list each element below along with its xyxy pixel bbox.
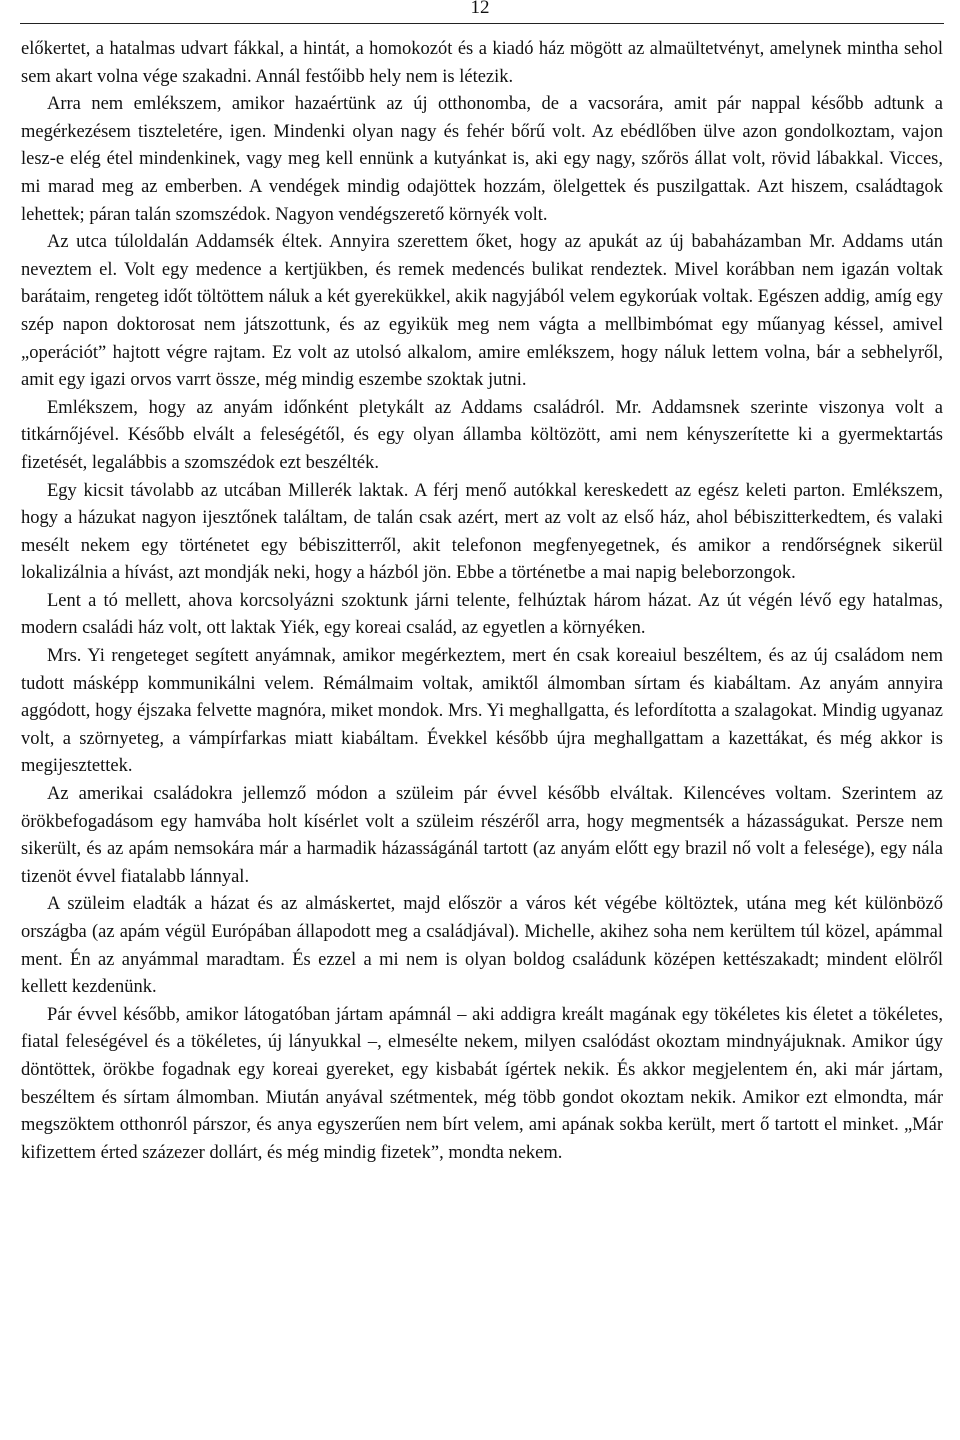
header-rule (20, 23, 944, 24)
paragraph: Az utca túloldalán Addamsék éltek. Annyira szerettem őket, hogy az apukát az új babaházamban Mr. Addams után neveztem el. Volt egy medence a kertjükben, és remek medencés bulikat rendeztek. Mivel korábban nem igazán voltak barátaim, rengeteg időt töltöttem náluk a két gyerekükkel, akik nagyjából velem egykorúak voltak. Egészen addig, amíg egy szép napon doktorosat nem játszottunk, és az egyikük meg nem vágta a mellbimbómat egy műanyag késsel, amivel „operációt” hajtott végre rajtam. Ez volt az utolsó alkalom, amire emlékszem, hogy náluk lettem volna, bár a sebhelyről, amit egy igazi orvos varrt össze, még mindig eszembe szoktak jutni. (21, 232, 943, 391)
paragraph: Lent a tó mellett, ahova korcsolyázni szoktunk járni telente, felhúztak három házat. Az út végén lévő egy hatalmas, modern családi ház volt, ott laktak Yiék, egy koreai család, az egyetlen a környéken. (21, 590, 943, 639)
paragraph: Arra nem emlékszem, amikor hazaértünk az új otthonomba, de a vacsorára, amit pár nappal később adtunk a megérkezésem tiszteletére, igen. Mindenki olyan nagy és fehér bőrű volt. Az ebédlőben ülve azon gondolkoztam, vajon lesz-e elég étel mindenkinek, vagy meg kell ennünk a kutyánkat is, aki egy nagy, szőrös állat volt, rövid lábakkal. Vicces, mi marad meg az emberben. A vendégek mindig odajöttek hozzám, ölelgettek és puszilgattak. Azt hiszem, családtagok lehettek; páran talán szomszédok. Nagyon vendégszerető környék volt. (21, 94, 943, 225)
page-number: 12 (470, 0, 490, 18)
paragraph: A szüleim eladták a házat és az almáskertet, majd először a város két végébe költöztek, utána meg két különböző országba (az apám végül Európában állapodott meg a családjával). Michelle, akihez soha nem kerültem túl közel, apámmal ment. Én az anyámmal maradtam. És ezzel a mi nem is olyan boldog családunk középen kettészakadt; mindent elölről kellett kezdenünk. (21, 894, 943, 998)
paragraph: előkertet, a hatalmas udvart fákkal, a hintát, a homokozót és a kiadó ház mögött az almaültetvényt, amelynek mintha sehol sem akart volna vége szakadni. Annál festőibb hely nem is létezik. (21, 39, 943, 87)
body-text (21, 36, 943, 1167)
paragraph: Egy kicsit távolabb az utcában Millerék laktak. A férj menő autókkal kereskedett az egész keleti parton. Emlékszem, hogy a házukat nagyon ijesztőnek találtam, de talán csak azért, mert az volt az első ház, ahol bébiszitterkedtem, és valaki mesélt nekem egy történetet egy bébiszitterről, akit telefonon megfenyegetnek, és amikor a rendőrségnek sikerül lokalizálnia a hívást, azt mondják neki, hogy a házból jön. Ebbe a történetbe a mai napig beleborzongok. (21, 480, 943, 584)
paragraph: Mrs. Yi rengeteget segített anyámnak, amikor megérkeztem, mert én csak koreaiul beszéltem, és az új családom nem tudott másképp kommunikálni velem. Rémálmaim voltak, amiktől álmomban sírtam és kiabáltam. Az anyám annyira aggódott, hogy éjszaka felvette magnóra, miket mondok. Mrs. Yi meghallgatta, és lefordította a szalagokat. Mindig ugyanaz volt, a szörnyeteg, a vámpírfarkas miatt kiabáltam. Évekkel később újra meghallgattam a kazettákat, és még akkor is megijesztettek. (21, 646, 943, 777)
paragraph: Pár évvel később, amikor látogatóban jártam apámnál – aki addigra kreált magának egy tökéletes kis életet a tökéletes, fiatal feleségével és a tökéletes, új lányukkal –, elmesélte nekem, milyen csalódást okoztam mindnyájuknak. Amikor úgy döntöttek, örökbe fogadnak egy koreai gyereket, egy kisbabát ígértek nekik. És akkor megjelentem én, aki már jártam, beszéltem és sírtam álmomban. Miután anyával szétmentek, még több gondot okoztam nekik. Amikor ezt elmondta, már megszöktem otthonról párszor, és anya egyszerűen nem bírt velem, ami apának sokba került, mert ő tartott el minket. „Már kifizettem érted százezer dollárt, és még mindig fizetek”, mondta nekem. (21, 1004, 943, 1163)
paragraph: Az amerikai családokra jellemző módon a szüleim pár évvel később elváltak. Kilencéves voltam. Szerintem az örökbefogadásom egy hamvába holt kísérlet volt a szüleim részéről arra, hogy megmentsék a házasságukat. Persze nem sikerült, és az apám nemsokára már a harmadik házasságánál tartott (az anyám előtt egy brazil nő volt a felesége), egy nála tizenöt évvel fiatalabb lánnyal. (21, 784, 943, 887)
paragraph: Emlékszem, hogy az anyám időnként pletykált az Addams családról. Mr. Addamsnek szerinte viszonya volt a titkárnőjével. Később elvált a feleségétől, és egy olyan államba költözött, ami nem kényszerítette ki a gyermektartás fizetését, legalábbis a szomszédok ezt beszélték. (21, 397, 943, 473)
